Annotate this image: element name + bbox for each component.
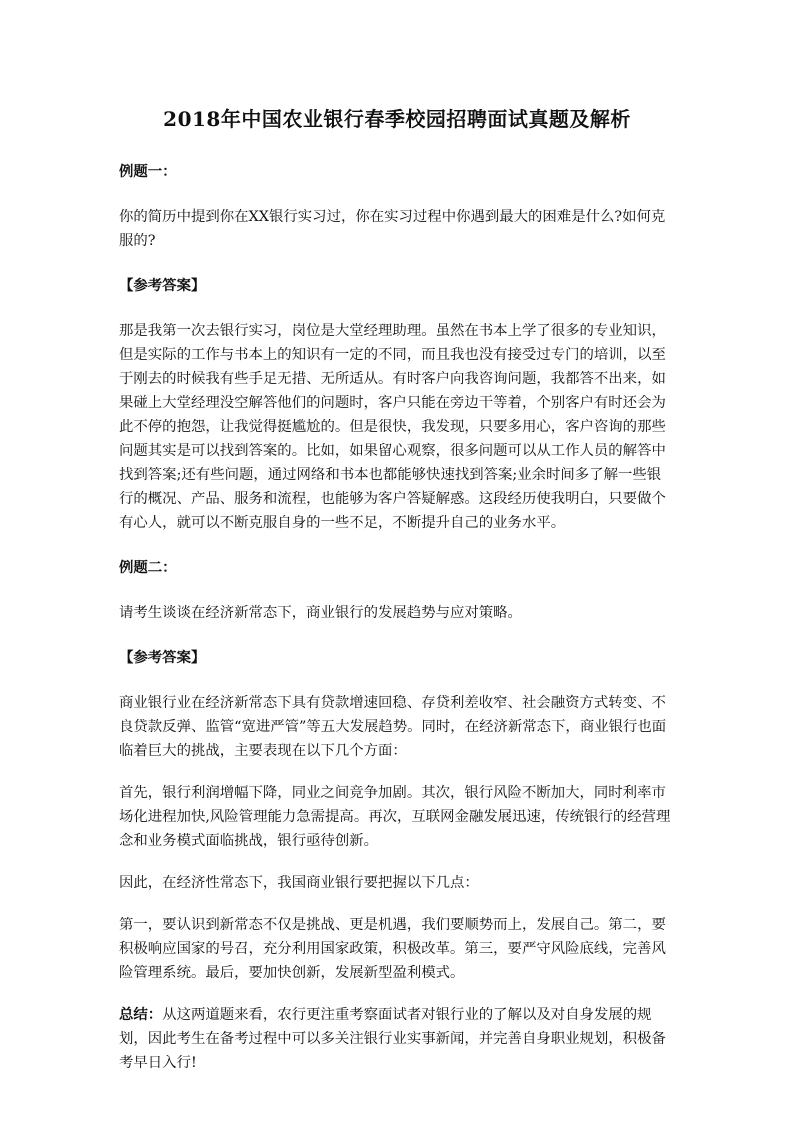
answer-2-paragraph-3: 因此，在经济性常态下，我国商业银行要把握以下几点： bbox=[119, 875, 479, 891]
question-2-label: 例题二： bbox=[119, 559, 177, 576]
question-2-text: 请考生谈谈在经济新常态下，商业银行的发展趋势与应对策略。 bbox=[119, 605, 522, 621]
document-body bbox=[119, 160, 675, 1075]
summary-label: 总结： bbox=[119, 1006, 163, 1023]
question-1-text: 你的简历中提到你在XX银行实习过，你在实习过程中你遇到最大的困难是什么?如何克服的? bbox=[119, 209, 666, 249]
summary-paragraph bbox=[119, 1003, 675, 1075]
question-1-label: 例题一： bbox=[119, 163, 177, 180]
summary-text: 从这两道题来看，农行更注重考察面试者对银行业的了解以及对自身发展的规划，因此考生在备考过程中可以多关注银行业实事新闻，并完善自身职业规划，积极备考早日入行! bbox=[119, 1007, 666, 1071]
answer-2-label: 【参考答案】 bbox=[119, 649, 206, 666]
answer-2-paragraph-1: 商业银行业在经济新常态下具有贷款增速回稳、存贷利差收窄、社会融资方式转变、不良贷款反弹、监管“宽进严管”等五大发展趋势。同时，在经济新常态下，商业银行也面临着巨大的挑战，主要表现在以下几个方面： bbox=[119, 695, 667, 759]
document-title: 2018年中国农业银行春季校园招聘面试真题及解析 bbox=[163, 107, 631, 131]
answer-2-paragraph-4: 第一，要认识到新常态不仅是挑战、更是机遇，我们要顺势而上，发展自己。第二，要积极响应国家的号召，充分利用国家政策，积极改革。第三，要严守风险底线，完善风险管理系统。最后，要加快创新，发展新型盈利模式。 bbox=[119, 917, 666, 981]
answer-1-text: 那是我第一次去银行实习，岗位是大堂经理助理。虽然在书本上学了很多的专业知识，但是实际的工作与书本上的知识有一定的不同，而且我也没有接受过专门的培训，以至于刚去的时候我有些手足无措、无所适从。有时客户向我咨询问题，我都答不出来，如果碰上大堂经理没空解答他们的问题时，客户只能在旁边干等着，个别客户有时还会为此不停的抱怨，让我觉得挺尴尬的。但是很快，我发现，只要多用心，客户咨询的那些问题其实是可以找到答案的。比如，如果留心观察，很多问题可以从工作人员的解答中找到答案;还有些问题，通过网络和书本也都能够快速找到答案;业余时间多了解一些银行的概况、产品、服务和流程，也能够为客户答疑解惑。这段经历使我明白，只要做个有心人，就可以不断克服自身的一些不足，不断提升自己的业务水平。 bbox=[119, 323, 666, 531]
answer-2-paragraph-2: 首先，银行利润增幅下降，同业之间竞争加剧。其次，银行风险不断加大，同时利率市场化进程加快,风险管理能力急需提高。再次，互联网金融发展迅速，传统银行的经营理念和业务模式面临挑战，银行亟待创新。 bbox=[119, 785, 671, 849]
answer-1-label: 【参考答案】 bbox=[119, 277, 206, 294]
